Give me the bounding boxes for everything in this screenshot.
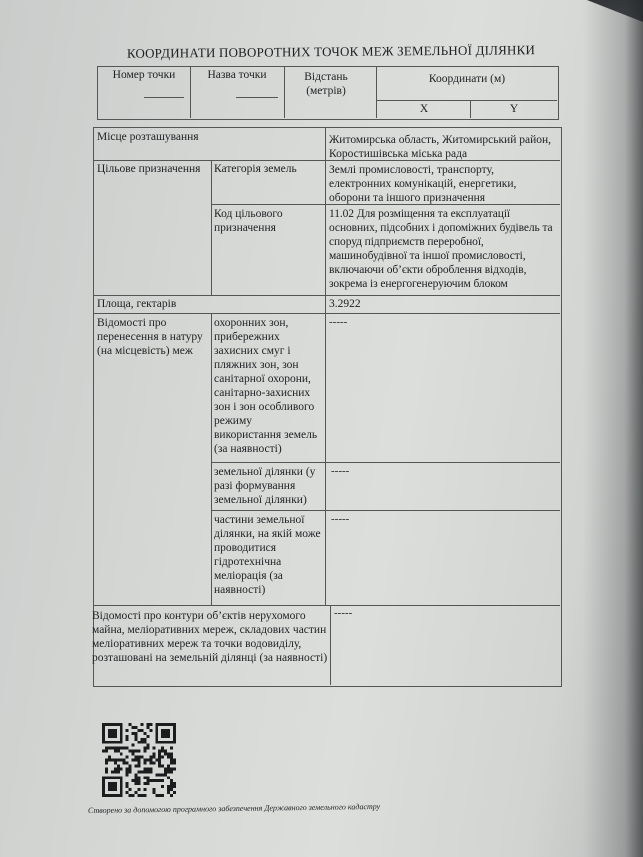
footer-note: Створено за допомогою програмного забезпечення Державного земельного кадастру — [87, 801, 381, 816]
part-label: частини земельної ділянки, на якій може проводитися гідротехнічна меліорація (за наявності) — [214, 514, 321, 596]
area-value: 3.2922 — [329, 298, 361, 310]
document-title: КООРДИНАТИ ПОВОРОТНИХ ТОЧОК МЕЖ ЗЕМЕЛЬНОЇ ДІЛЯНКИ — [126, 42, 536, 61]
purpose-label: Цільове призначення — [97, 163, 201, 175]
col-coordinates: Координати (м) — [428, 73, 506, 85]
location-value: Житомирська область, Житомирський район, Коростишівська міська рада — [329, 134, 552, 160]
code-value: 11.02 Для розміщення та експлуатації основних, підсобних і допоміжних будівель та споруд підприємств переробної, машинобудівної та іншої промисловості, включаючи об’єкти оброблення відходів, зокрема із енергогенеруючим блоком — [329, 208, 553, 290]
contours-label: Відомості про контури об’єктів нерухомого майна, меліоративних мереж, складових частин меліоративних мереж та точки водовиділу, розташовані на земельній ділянці (за наявності) — [92, 610, 328, 664]
col-y: Y — [509, 103, 519, 115]
code-label: Код цільового призначення — [214, 208, 283, 234]
page-edge-shadow — [583, 0, 643, 857]
category-label: Категорія земель — [214, 163, 297, 175]
col-x: X — [419, 103, 429, 115]
part-value: ----- — [331, 513, 350, 525]
transfer-label: Відомості про перенесення в натуру (на місцевість) меж — [97, 317, 203, 357]
zones-label: охоронних зон, прибережних захисних смуг і пляжних зон, зон санітарної охорони, санітарно-захисних зон і зон особливого режиму використання земель (за наявності) — [214, 317, 318, 455]
parcel-value: ----- — [331, 465, 350, 477]
contours-value: ----- — [334, 607, 353, 619]
area-label: Площа, гектарів — [97, 298, 177, 310]
parcel-label: земельної ділянки (у разі формування земельної ділянки) — [214, 466, 316, 506]
col-point-name: Назва точки — [207, 69, 267, 81]
zones-value: ----- — [329, 316, 348, 328]
category-value: Землі промисловості, транспорту, електронних комунікацій, енергетики, оборони та іншого призначення — [329, 164, 517, 204]
location-label: Місце розташування — [97, 131, 199, 143]
col-distance: Відстань (метрів) — [304, 71, 348, 97]
qr-code — [102, 723, 176, 797]
col-point-number: Номер точки — [112, 69, 176, 81]
